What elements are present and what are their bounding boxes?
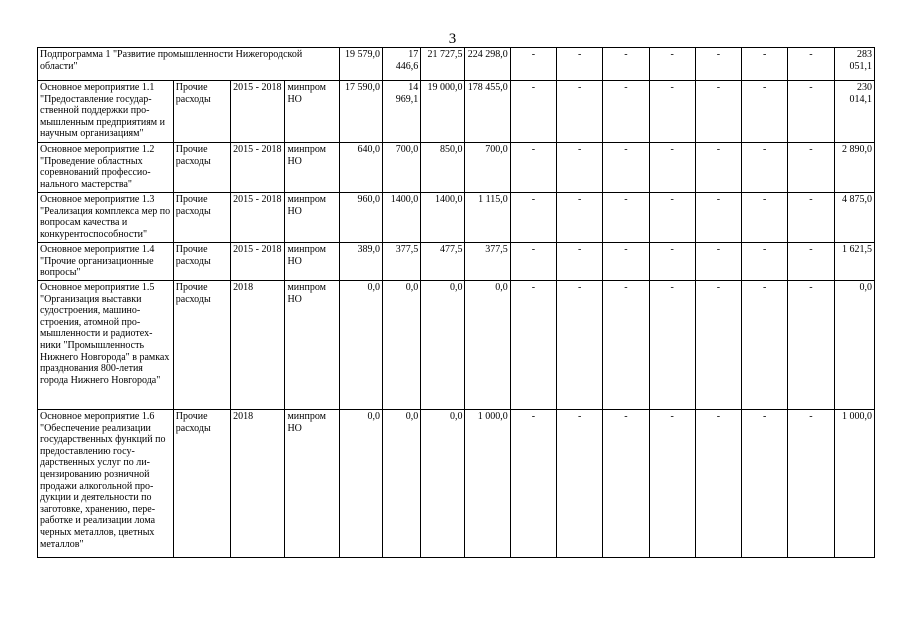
empty-value: - xyxy=(557,48,603,81)
total-value: 2 890,0 xyxy=(834,143,874,193)
year-value: 377,5 xyxy=(465,243,510,281)
empty-value: - xyxy=(603,81,649,143)
year-value: 700,0 xyxy=(465,143,510,193)
year-value: 960,0 xyxy=(339,193,382,243)
total-value: 0,0 xyxy=(834,281,874,410)
executor: минпром НО xyxy=(285,143,339,193)
measure-name: Основное мероприятие 1.4 "Прочие организационные вопросы" xyxy=(38,243,174,281)
period: 2015 - 2018 xyxy=(231,243,285,281)
year-value: 850,0 xyxy=(421,143,465,193)
empty-value: - xyxy=(510,48,556,81)
year-value: 17 590,0 xyxy=(339,81,382,143)
year-value: 700,0 xyxy=(383,143,421,193)
year-value: 0,0 xyxy=(383,281,421,410)
executor: минпром НО xyxy=(285,410,339,558)
empty-value: - xyxy=(695,193,741,243)
executor: минпром НО xyxy=(285,281,339,410)
table-row xyxy=(38,281,875,410)
empty-value: - xyxy=(695,143,741,193)
empty-value: - xyxy=(603,193,649,243)
year-value: 19 000,0 xyxy=(421,81,465,143)
expense-type: Прочие расходы xyxy=(173,410,230,558)
year-value: 1 000,0 xyxy=(465,410,510,558)
period: 2015 - 2018 xyxy=(231,143,285,193)
empty-value: - xyxy=(742,410,788,558)
year-value: 0,0 xyxy=(465,281,510,410)
measure-name: Основное мероприятие 1.1 "Предоставление государ-ственной поддержки про-мышленным предприятиям и научным организациям" xyxy=(38,81,174,143)
year-value: 0,0 xyxy=(339,410,382,558)
empty-value: - xyxy=(649,193,695,243)
budget-table xyxy=(37,47,875,558)
empty-value: - xyxy=(603,143,649,193)
year-value: 1400,0 xyxy=(383,193,421,243)
total-value: 1 621,5 xyxy=(834,243,874,281)
empty-value: - xyxy=(510,281,556,410)
empty-value: - xyxy=(788,81,834,143)
total-value: 1 000,0 xyxy=(834,410,874,558)
table-row xyxy=(38,243,875,281)
expense-type: Прочие расходы xyxy=(173,193,230,243)
year-value: 14 969,1 xyxy=(383,81,421,143)
executor: минпром НО xyxy=(285,193,339,243)
empty-value: - xyxy=(742,143,788,193)
year-value: 21 727,5 xyxy=(421,48,465,81)
period: 2015 - 2018 xyxy=(231,81,285,143)
table-body xyxy=(38,48,875,558)
empty-value: - xyxy=(510,243,556,281)
empty-value: - xyxy=(603,410,649,558)
executor: минпром НО xyxy=(285,243,339,281)
table-row xyxy=(38,81,875,143)
empty-value: - xyxy=(649,243,695,281)
subprogram-name: Подпрограмма 1 "Развитие промышленности Нижегородской области" xyxy=(38,48,340,81)
empty-value: - xyxy=(695,281,741,410)
empty-value: - xyxy=(649,81,695,143)
empty-value: - xyxy=(510,143,556,193)
empty-value: - xyxy=(742,281,788,410)
empty-value: - xyxy=(695,48,741,81)
year-value: 1400,0 xyxy=(421,193,465,243)
empty-value: - xyxy=(788,410,834,558)
expense-type: Прочие расходы xyxy=(173,281,230,410)
empty-value: - xyxy=(788,48,834,81)
empty-value: - xyxy=(695,410,741,558)
empty-value: - xyxy=(557,81,603,143)
empty-value: - xyxy=(649,143,695,193)
period: 2018 xyxy=(231,410,285,558)
year-value: 0,0 xyxy=(421,410,465,558)
empty-value: - xyxy=(695,243,741,281)
expense-type: Прочие расходы xyxy=(173,143,230,193)
empty-value: - xyxy=(557,193,603,243)
year-value: 19 579,0 xyxy=(339,48,382,81)
year-value: 178 455,0 xyxy=(465,81,510,143)
year-value: 1 115,0 xyxy=(465,193,510,243)
empty-value: - xyxy=(788,143,834,193)
empty-value: - xyxy=(742,48,788,81)
empty-value: - xyxy=(788,243,834,281)
measure-name: Основное мероприятие 1.2 "Проведение областных соревнований профессио-нального мастерства" xyxy=(38,143,174,193)
empty-value: - xyxy=(557,281,603,410)
expense-type: Прочие расходы xyxy=(173,243,230,281)
empty-value: - xyxy=(649,281,695,410)
year-value: 377,5 xyxy=(383,243,421,281)
measure-name: Основное мероприятие 1.3 "Реализация комплекса мер по вопросам качества и конкурентоспособности" xyxy=(38,193,174,243)
empty-value: - xyxy=(649,410,695,558)
table-row xyxy=(38,143,875,193)
year-value: 640,0 xyxy=(339,143,382,193)
subprogram-row xyxy=(38,48,875,81)
period: 2015 - 2018 xyxy=(231,193,285,243)
empty-value: - xyxy=(557,143,603,193)
year-value: 0,0 xyxy=(339,281,382,410)
empty-value: - xyxy=(742,81,788,143)
empty-value: - xyxy=(695,81,741,143)
measure-name: Основное мероприятие 1.6 "Обеспечение реализации государственных функций по предоставлению госу-дарственных услуг по ли-цензированию розничной продажи алкогольной про-дукции и деятельности по заготовке, хранению, пере-работке и реализации лома черных металлов, цветных металлов" xyxy=(38,410,174,558)
empty-value: - xyxy=(510,81,556,143)
table-row xyxy=(38,193,875,243)
empty-value: - xyxy=(603,243,649,281)
empty-value: - xyxy=(603,281,649,410)
total-value: 4 875,0 xyxy=(834,193,874,243)
empty-value: - xyxy=(788,193,834,243)
year-value: 0,0 xyxy=(421,281,465,410)
year-value: 477,5 xyxy=(421,243,465,281)
empty-value: - xyxy=(510,410,556,558)
year-value: 389,0 xyxy=(339,243,382,281)
empty-value: - xyxy=(649,48,695,81)
page-number: 3 xyxy=(448,31,457,47)
year-value: 0,0 xyxy=(383,410,421,558)
empty-value: - xyxy=(510,193,556,243)
year-value: 17 446,6 xyxy=(383,48,421,81)
expense-type: Прочие расходы xyxy=(173,81,230,143)
empty-value: - xyxy=(742,193,788,243)
empty-value: - xyxy=(557,243,603,281)
table-row xyxy=(38,410,875,558)
period: 2018 xyxy=(231,281,285,410)
executor: минпром НО xyxy=(285,81,339,143)
empty-value: - xyxy=(557,410,603,558)
measure-name: Основное мероприятие 1.5 "Организация выставки судостроения, машино-строения, атомной про-мышленности и радиотех-ники "Промышленность Нижнего Новгорода" в рамках празднования 800-летия города Нижнего Новгорода" xyxy=(38,281,174,410)
empty-value: - xyxy=(742,243,788,281)
year-value: 224 298,0 xyxy=(465,48,510,81)
total-value: 230 014,1 xyxy=(834,81,874,143)
empty-value: - xyxy=(788,281,834,410)
empty-value: - xyxy=(603,48,649,81)
total-value: 283 051,1 xyxy=(834,48,874,81)
